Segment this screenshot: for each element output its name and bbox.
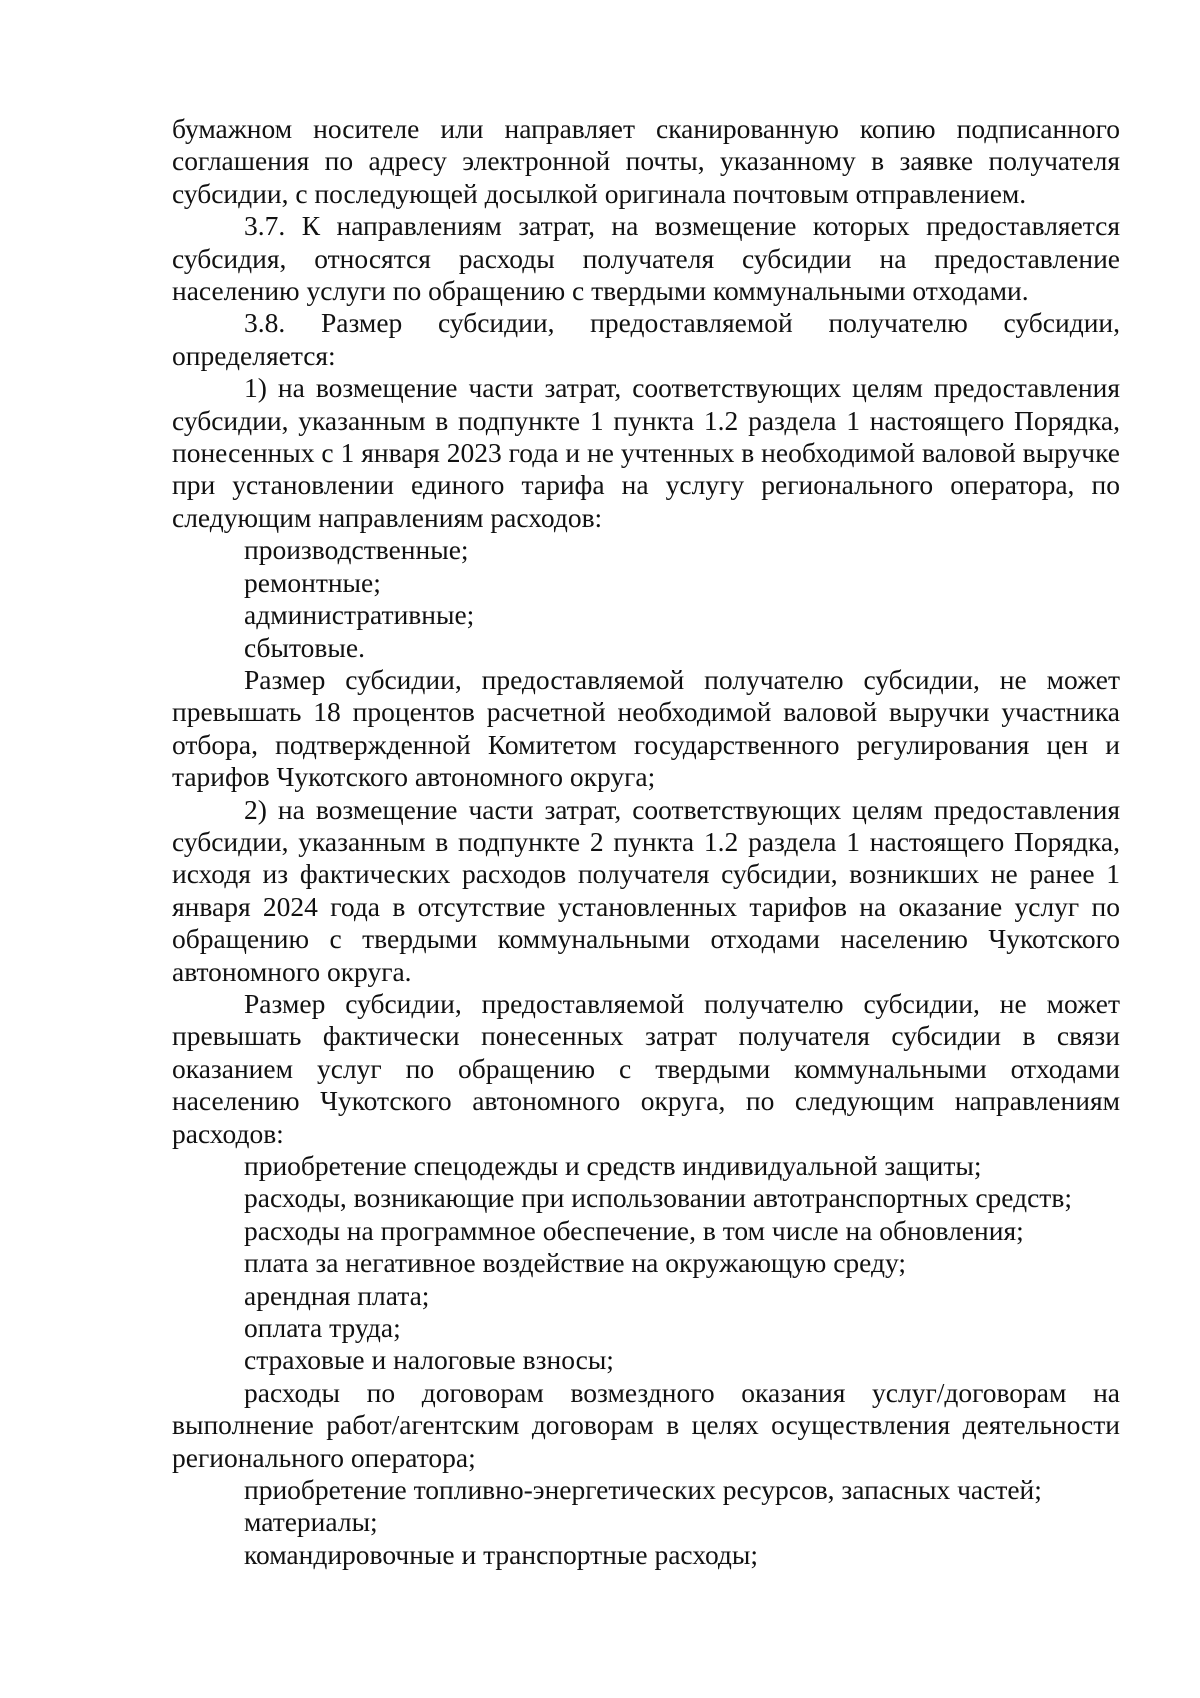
list-item: оплата труда; (244, 1312, 401, 1344)
subsidy-limit-paragraph-1: Размер субсидии, предоставляемой получателю субсидии, не может превышать 18 процентов расчетной необходимой валовой выручки участника отбора, подтвержденной Комитетом государственного регулирования цен и тарифов Чукотского автономного округа; (172, 663, 1120, 793)
paragraph-3-7: 3.7. К направлениям затрат, на возмещение которых предоставляется субсидия, относятся расходы получателя субсидии на предоставление населению услуги по обращению с твердыми коммунальными отходами. (172, 210, 1120, 307)
list-item: ремонтные; (244, 566, 381, 598)
list-item: плата за негативное воздействие на окружающую среду; (244, 1247, 907, 1279)
document-page (172, 113, 1120, 1571)
list-item: административные; (244, 599, 475, 631)
list-item-multiline: расходы по договорам возмездного оказания услуг/договорам на выполнение работ/агентским договорам в целях осуществления деятельности регионального оператора; (172, 1376, 1120, 1473)
paragraph-3-8: 3.8. Размер субсидии, предоставляемой получателю субсидии, определяется: (172, 307, 1120, 371)
list-item: приобретение топливно-энергетических ресурсов, запасных частей; (244, 1474, 1042, 1506)
list-item: приобретение спецодежды и средств индивидуальной защиты; (244, 1150, 982, 1181)
list-item: расходы, возникающие при использовании автотранспортных средств; (244, 1182, 1072, 1214)
list-item: сбытовые. (244, 631, 365, 663)
list-item: командировочные и транспортные расходы; (244, 1538, 759, 1570)
subsidy-limit-paragraph-2: Размер субсидии, предоставляемой получателю субсидии, не может превышать фактически понесенных затрат получателя субсидии в связи оказанием услуг по обращению с твердыми коммунальными отходами населению Чукотского автономного округа, по следующим направлениям расходов: (172, 987, 1120, 1149)
list-item: страховые и налоговые взносы; (244, 1344, 614, 1376)
list-item: арендная плата; (244, 1279, 430, 1311)
list-item: материалы; (244, 1506, 378, 1538)
list-item: расходы на программное обеспечение, в том числе на обновления; (244, 1214, 1024, 1246)
subparagraph-2: 2) на возмещение части затрат, соответствующих целям предоставления субсидии, указанным в подпункте 2 пункта 1.2 раздела 1 настоящего Порядка, исходя из фактических расходов получателя субсидии, возникших не ранее 1 января 2024 года в отсутствие установленных тарифов на оказание услуг по обращению с твердыми коммунальными отходами населению Чукотского автономного округа. (172, 793, 1120, 987)
list-item: производственные; (244, 534, 469, 566)
paragraph-continuation: бумажном носителе или направляет сканированную копию подписанного соглашения по адресу электронной почты, указанному в заявке получателя субсидии, с последующей досылкой оригинала почтовым отправлением. (172, 113, 1120, 209)
subparagraph-1: 1) на возмещение части затрат, соответствующих целям предоставления субсидии, указанным в подпункте 1 пункта 1.2 раздела 1 настоящего Порядка, понесенных с 1 января 2023 года и не учтенных в необходимой валовой выручке при установлении единого тарифа на услугу регионального оператора, по следующим направлениям расходов: (172, 372, 1120, 533)
